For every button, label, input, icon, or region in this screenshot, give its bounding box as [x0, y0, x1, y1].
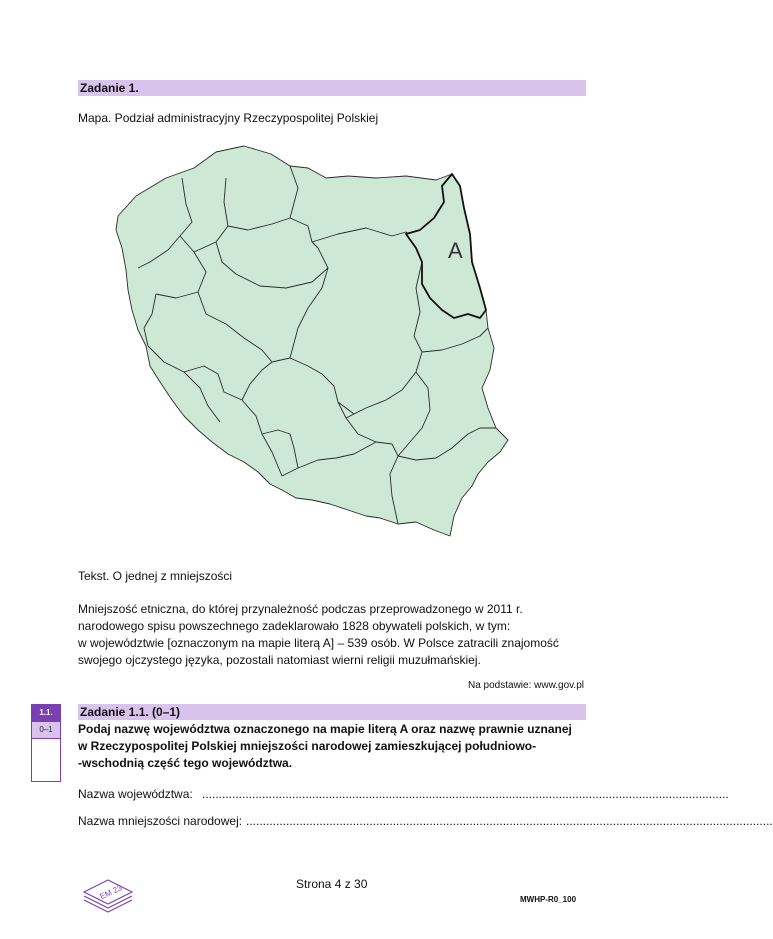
text-caption: Tekst. O jednej z mniejszości: [78, 569, 233, 583]
question-line: Podaj nazwę województwa oznaczonego na mapie literą A oraz nazwę prawnie uznanej: [78, 722, 572, 736]
points-box: [31, 704, 61, 782]
field-label-minority: Nazwa mniejszości narodowej:: [78, 814, 243, 828]
region-a-label: A: [448, 238, 463, 263]
subtask-header: [78, 704, 586, 720]
task-title: Zadanie 1.: [80, 81, 139, 95]
score-field[interactable]: [32, 738, 60, 781]
task-header: [78, 80, 586, 96]
question-line: w Rzeczypospolitej Polskiej mniejszości narodowej zamieszkującej południowo-: [78, 739, 537, 753]
map-caption: Mapa. Podział administracyjny Rzeczypospolitej Polskiej: [78, 111, 379, 125]
exam-code: MWHP-R0_100: [520, 895, 577, 904]
paragraph-line: Mniejszość etniczna, do której przynależność podczas przeprowadzonego w 2011 r.: [78, 602, 523, 616]
page-number: Strona 4 z 30: [296, 877, 368, 891]
poland-map: [76, 138, 506, 558]
paragraph-line: narodowego spisu powszechnego zadeklarowało 1828 obywateli polskich, w tym:: [78, 619, 511, 633]
answer-line-voivodeship[interactable]: ..............................................................................................................................................................: [202, 787, 729, 801]
task-number: 1.1.: [32, 705, 60, 721]
paragraph-line: swojego ojczystego języka, pozostali natomiast wierni religii muzułmańskiej.: [78, 653, 481, 667]
cke-logo: [80, 872, 136, 912]
subtask-title: Zadanie 1.1. (0–1): [80, 705, 181, 719]
logo-lettering: EM 23: [98, 883, 124, 902]
answer-line-minority[interactable]: ..............................................................................................................................................................: [246, 814, 773, 828]
question-line: -wschodnią część tego województwa.: [78, 756, 293, 770]
field-label-voivodeship: Nazwa województwa:: [78, 787, 193, 801]
source-note: Na podstawie: www.gov.pl: [468, 680, 584, 691]
paragraph-line: w województwie [oznaczonym na mapie literą A] – 539 osób. W Polsce zatracili znajomość: [78, 636, 559, 650]
points-range: 0–1: [32, 721, 60, 738]
